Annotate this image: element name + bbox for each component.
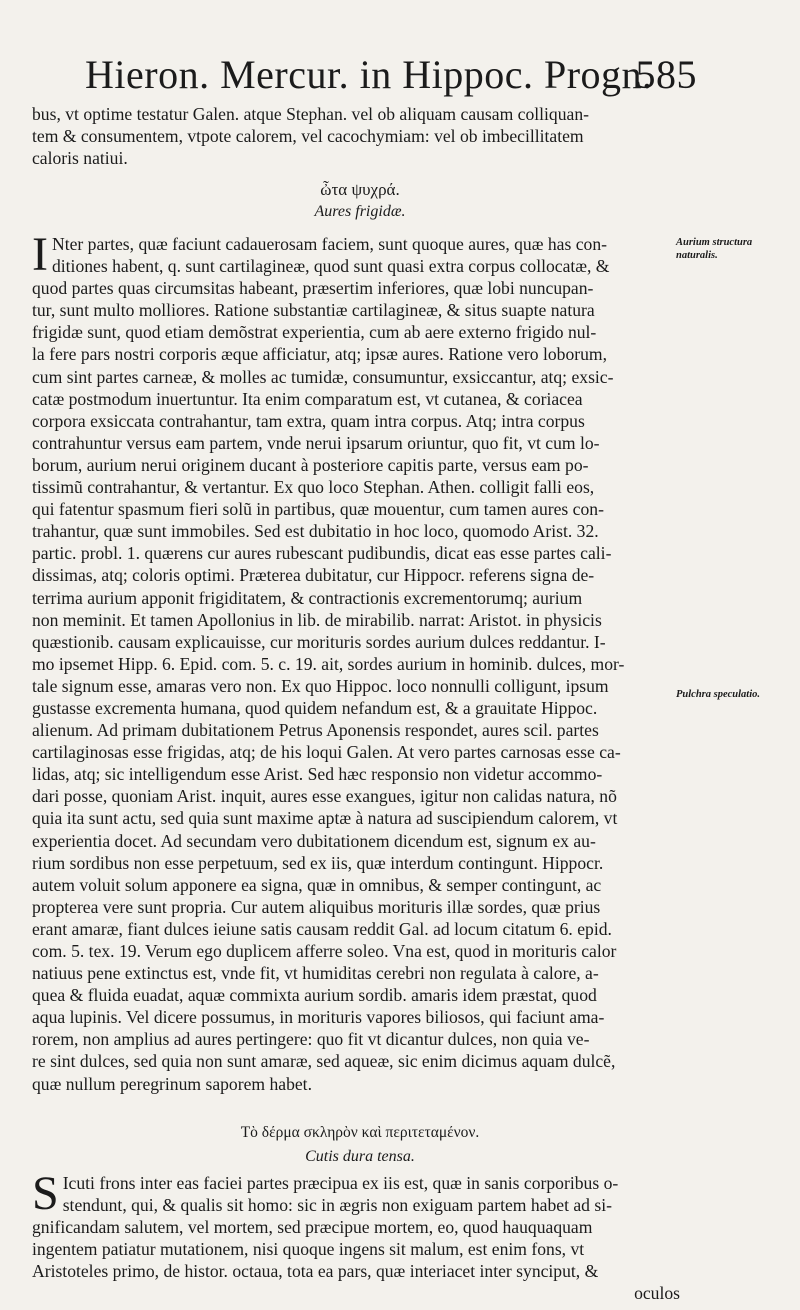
section1-greek-heading: ὦτα ψυχρά.	[320, 180, 400, 199]
text-line: quea & fluida euadat, aquæ commixta aurium sordib. amaris idem præstat, quod	[32, 985, 597, 1006]
section2-latin-heading: Cutis dura tensa.	[305, 1148, 415, 1165]
catchword: oculos	[634, 1283, 680, 1304]
text-line: tem & consumentem, vtpote calorem, vel cacochymiam: vel ob imbecillitatem	[32, 126, 584, 147]
text-line: tur, sunt multo molliores. Ratione substantiæ cartilagineæ, & situs suapte natura	[32, 300, 595, 321]
text-line: aqua lupinis. Vel dicere possumus, in morituris vapores biliosos, qui faciunt ama-	[32, 1007, 605, 1028]
text-line: dari posse, quoniam Arist. inquit, aures esse exangues, igitur non calidas natura, nõ	[32, 786, 617, 807]
text-line: autem voluit solum apponere ea signa, quæ in omnibus, & semper contingunt, ac	[32, 874, 602, 895]
text-line: la fere pars nostri corporis æque afficiatur, atq; ipsæ aures. Ratione vero loborum,	[32, 344, 608, 365]
text-line: quæstionib. causam explicauisse, cur morituris sordes aurium dulces reddantur. I-	[32, 631, 606, 652]
text-line: corpora exsiccata contrahantur, tam extra, quam intra corpus. Atq; intra corpus	[32, 410, 585, 431]
text-line: rorem, non amplius ad aures pertingere: quo fit vt dicantur dulces, non quia ve-	[32, 1029, 590, 1050]
text-line: re sint dulces, sed quia non sunt amaræ, sed aqueæ, sic enim dicimus aquam dulcẽ,	[32, 1051, 616, 1072]
text-line: ditiones habent, q. sunt cartilagineæ, quod sunt quasi extra corpus collocatæ, &	[51, 256, 610, 277]
text-line: terrima aurium apponit frigiditatem, & contractionis excrementorumq; aurium	[32, 587, 583, 608]
section2-greek-heading: Τὸ δέρμα σκληρὸν καὶ περιτεταμένον.	[240, 1124, 480, 1141]
text-line: dissimas, atq; coloris optimi. Præterea dubitatur, cur Hippocr. referens signa de-	[32, 565, 595, 586]
text-line: Nter partes, quæ faciunt cadauerosam faciem, sunt quoque aures, quæ has con-	[51, 234, 607, 254]
text-line: frigidæ sunt, quod etiam demõstrat experientia, cum ab aere externo frigido nul-	[32, 322, 597, 343]
text-line: catæ postmodum inuertuntur. Ita enim comparatum est, vt cutanea, & coriacea	[32, 388, 583, 409]
text-line: propterea vere sunt propria. Cur autem aliquibus morituris illæ sordes, quæ prius	[32, 896, 601, 917]
text-line: qui fatentur spasmum fieri solũ in partibus, quæ mouentur, cum tamen aures con-	[32, 499, 604, 520]
text-line: lidas, atq; sic intelligendum esse Arist. Sed hæc responsio non videtur accommo-	[32, 764, 603, 785]
section1-latin-heading: Aures frigidæ.	[314, 203, 406, 220]
text-line: caloris natiui.	[32, 148, 128, 169]
section1-body	[32, 228, 680, 1095]
text-line: cartilaginosas esse frigidas, atq; de his loqui Galen. At vero partes carnosas esse ca-	[32, 742, 621, 763]
drop-cap: S	[32, 1167, 59, 1220]
text-line: alienum. Ad primam dubitationem Petrus Aponensis respondet, aures scil. partes	[32, 720, 599, 741]
text-line: stendunt, qui, & qualis sit homo: sic in ægris non exiguam partem habet ad si-	[62, 1195, 612, 1216]
text-line: cum sint partes carneæ, & molles ac tumidæ, consumuntur, exsiccantur, atq; exsic-	[32, 366, 614, 387]
text-line: partic. probl. 1. quærens cur aures rubescant pudibundis, dicat eas esse partes cali-	[32, 543, 612, 564]
text-line: quia ita sunt actu, sed quia sunt maxime aptæ à natura ad suscipiendum calorem, vt	[32, 808, 618, 829]
text-line: ingentem patiatur mutationem, nisi quoque ingens sit malum, est enim fons, vt	[32, 1239, 585, 1260]
text-line: gustasse excrementa humana, quod quidem nefandum est, & a grauitate Hippoc.	[32, 697, 598, 718]
text-line: natiuus pene extinctus est, vnde fit, vt humiditas cerebri non regulata à calore, a-	[32, 963, 599, 984]
header-title: Hieron. Mercur. in Hippoc. Progn.	[85, 52, 653, 97]
text-line: Icuti frons inter eas faciei partes præcipua ex iis est, quæ in sanis corporibus o-	[62, 1173, 619, 1193]
text-line: Aristoteles primo, de histor. octaua, tota ea pars, quæ interiacet inter synciput, &	[32, 1261, 599, 1282]
text-line: quod partes quas circumsitas habeant, præsertim inferiores, quæ lobi nuncupan-	[32, 278, 594, 299]
text-line: bus, vt optime testatur Galen. atque Stephan. vel ob aliquam causam colliquan-	[32, 104, 589, 124]
running-header	[85, 52, 697, 98]
margin-note: Aurium structura naturalis.	[676, 237, 753, 261]
text-line: contrahuntur versus eam partem, vnde nerui ipsarum oriuntur, quo fit, vt cum lo-	[32, 432, 600, 453]
section2-body	[32, 1167, 680, 1305]
text-line: mo ipsemet Hipp. 6. Epid. com. 5. c. 19. ait, sordes aurium in hominib. dulces, mor-	[32, 653, 625, 674]
text-line: erant amaræ, fiant dulces ieiune satis causam reddit Gal. ad locum citatum 6. epid.	[32, 918, 612, 939]
text-line: experientia docet. Ad secundam vero dubitationem dicendum est, signum ex au-	[32, 830, 596, 851]
text-line: borum, aurium nerui originem ducant à posteriore capitis parte, versus eam po-	[32, 454, 589, 475]
text-line: tale signum esse, amaras vero non. Ex quo Hippoc. loco nonnulli colligunt, ipsum	[32, 675, 609, 696]
margin-note: Pulchra speculatio.	[676, 689, 761, 700]
text-line: trahantur, quæ sunt immobiles. Sed est dubitatio in hoc loco, quomodo Arist. 32.	[32, 521, 599, 542]
text-line: tissimũ contrahantur, & vertantur. Ex quo loco Stephan. Athen. colligit falli eos,	[32, 477, 595, 498]
text-line: non meminit. Et tamen Apollonius in lib. de mirabilib. narrat: Aristot. in physicis	[32, 609, 602, 630]
text-line: com. 5. tex. 19. Verum ego duplicem afferre soleo. Vna est, quod in morituris calor	[32, 941, 617, 961]
text-line: quæ nullum peregrinum saporem habet.	[32, 1073, 312, 1094]
text-line: rium sordibus non esse perpetuum, sed ex iis, quæ interdum contingunt. Hippocr.	[32, 852, 604, 873]
page-number: 585	[635, 52, 697, 97]
text-line: gnificandam salutem, vel mortem, sed præcipue mortem, eo, quod hauquaquam	[32, 1217, 593, 1238]
intro-paragraph	[32, 103, 680, 169]
drop-cap: I	[32, 228, 48, 281]
